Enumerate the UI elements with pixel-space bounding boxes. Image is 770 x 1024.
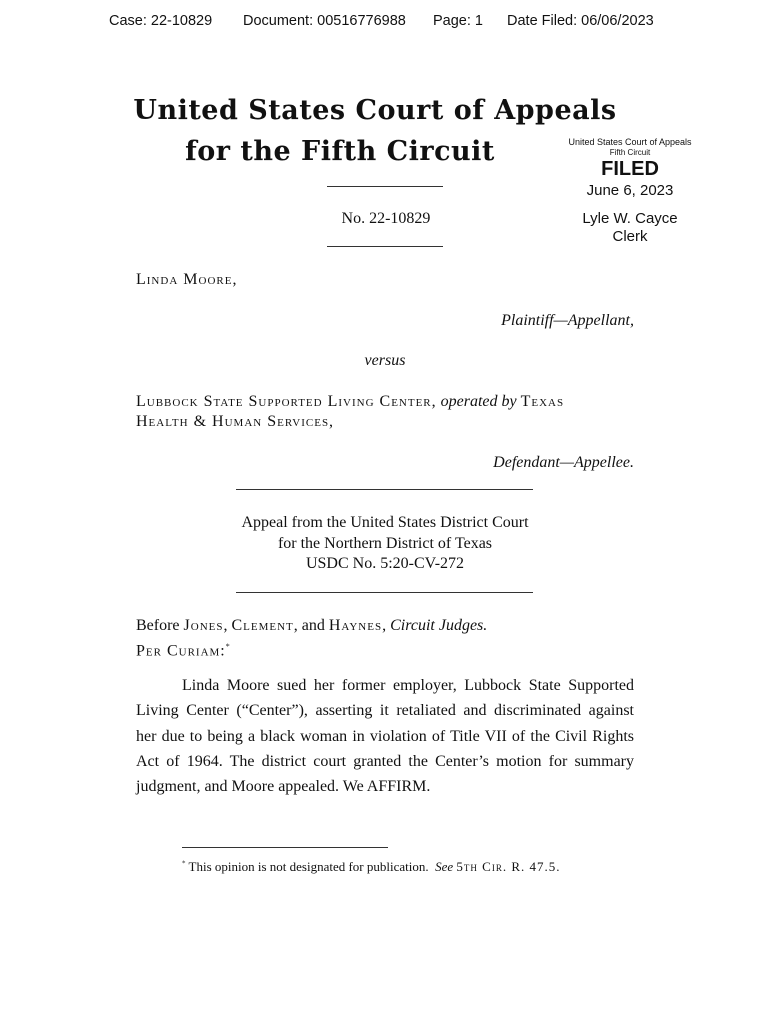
body-line: Act of 1964. The district court granted the Center’s motion for summary xyxy=(136,753,634,770)
defendant-operated-by: operated by xyxy=(440,393,517,410)
per-curiam-label: Per Curiam: xyxy=(136,642,226,660)
document-number-header: Document: 00516776988 xyxy=(243,13,406,29)
defendant-line2: Health & Human Services, xyxy=(136,413,335,430)
footnote-cite: 5th Cir. R. 47.5. xyxy=(456,859,561,874)
appeal-line1: Appeal from the United States District Court xyxy=(241,514,529,531)
divider xyxy=(236,592,533,593)
court-name-line2: for the Fifth Circuit xyxy=(185,136,495,167)
stamp-circuit: Fifth Circuit xyxy=(609,148,651,157)
body-line: judgment, and Moore appealed. We AFFIRM. xyxy=(136,778,431,795)
appeal-line3: USDC No. 5:20-CV-272 xyxy=(305,555,465,572)
footnote xyxy=(182,859,561,875)
footnote-mark: * xyxy=(182,859,186,868)
court-name-line1: United States Court of Appeals xyxy=(133,95,617,126)
panel-line: Before Jones, Clement, and Haynes, Circuit Judges. xyxy=(136,617,488,634)
case-number: No. 22-10829 xyxy=(341,210,431,227)
footnote-see: See xyxy=(435,859,454,874)
judge-name: Haynes xyxy=(328,617,383,634)
body-line: her due to being a black woman in violation of Title VII of the Civil Rights xyxy=(136,728,634,745)
page-number-header: Page: 1 xyxy=(433,13,483,29)
case-number-header: Case: 22-10829 xyxy=(109,13,213,29)
defendant-line1 xyxy=(136,393,564,411)
defendant-role: Defendant—Appellee. xyxy=(493,454,634,471)
body-line: Living Center (“Center”), asserting it retaliated and discriminated against xyxy=(136,702,634,719)
defendant-name: Lubbock State Supported Living Center, xyxy=(136,393,437,410)
date-filed-header: Date Filed: 06/06/2023 xyxy=(507,13,654,29)
judge-name: Jones xyxy=(183,617,224,634)
judges-title: Circuit Judges. xyxy=(390,617,488,634)
defendant-operator: Texas xyxy=(520,393,565,410)
divider xyxy=(327,186,443,187)
divider xyxy=(327,246,443,247)
footnote-divider xyxy=(182,847,388,848)
plaintiff-role: Plaintiff—Appellant, xyxy=(501,312,634,329)
and-label: and xyxy=(301,617,325,634)
before-label: Before xyxy=(136,617,180,634)
stamp-court: United States Court of Appeals xyxy=(568,137,692,147)
plaintiff-name: Linda Moore, xyxy=(136,271,238,288)
footnote-text: This opinion is not designated for publication. xyxy=(188,859,429,874)
footnote-mark: * xyxy=(225,642,230,651)
judge-name: Clement xyxy=(231,617,294,634)
stamp-clerk-title: Clerk xyxy=(612,228,648,245)
stamp-date: June 6, 2023 xyxy=(586,182,674,199)
stamp-filed: FILED xyxy=(601,158,659,180)
per-curiam xyxy=(136,642,230,660)
divider xyxy=(236,489,533,490)
appeal-line2: for the Northern District of Texas xyxy=(277,535,493,552)
body-line: Linda Moore sued her former employer, Lubbock State Supported xyxy=(182,677,634,694)
stamp-clerk-name: Lyle W. Cayce xyxy=(582,210,678,227)
versus: versus xyxy=(364,352,406,369)
